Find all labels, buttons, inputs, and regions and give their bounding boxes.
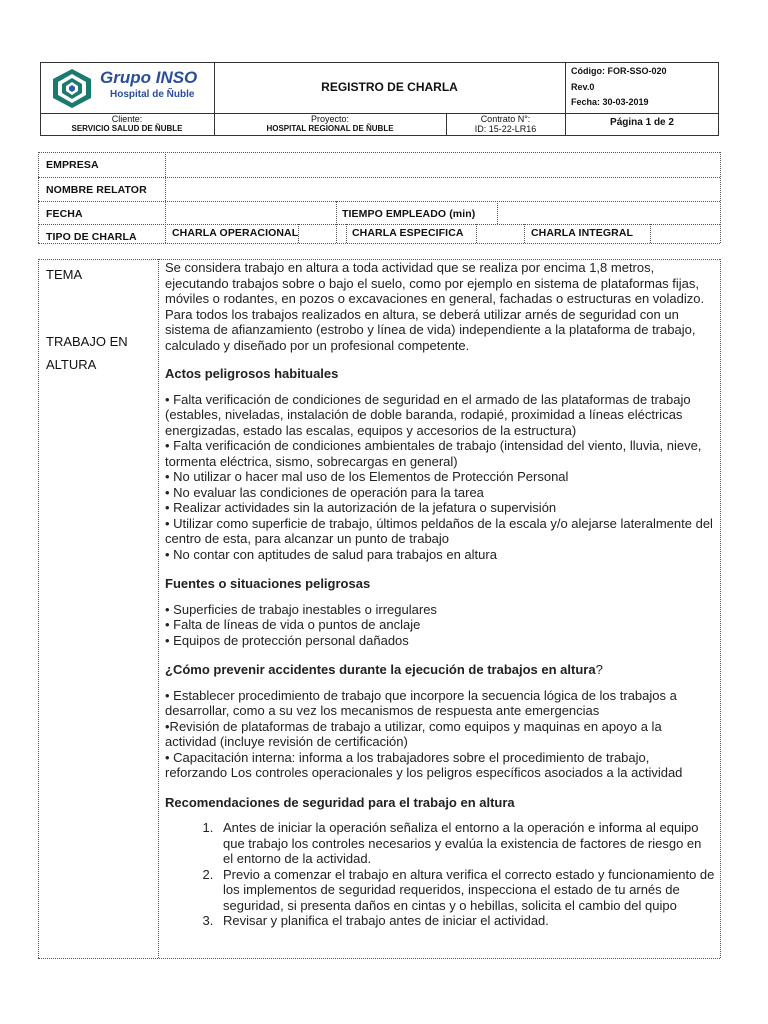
list-item: • Capacitación interna: informa a los trabajadores sobre el procedimiento de trabajo, reforzando Los controles operacionales y los peligros específicos asociados a la actividad xyxy=(165,749,683,780)
tipo-label: TIPO DE CHARLA xyxy=(46,231,137,243)
doc-code: Código: FOR-SSO-020 xyxy=(571,66,667,76)
list-item: • Falta verificación de condiciones ambientales de trabajo (intensidad del viento, lluvia, nieve, tormenta eléctrica, sismo, sobrecargas en general) xyxy=(165,438,702,469)
recommendations-list xyxy=(165,820,715,929)
intro-paragraph: Se considera trabajo en altura a toda actividad que se realiza por encima 1,8 metros, ejecutando trabajos sobre o bajo el suelo, como por ejemplo en sistema de plataformas fijas, móviles o rodantes, en pozos o excavaciones en general, fachadas o estructuras en voladizo. Para todos los trabajos realizados en altura, se deberá utilizar arnés de seguridad con un sistema de afianzamiento (estrobo y línea de vida) independiente a la plataforma de trabajo, calculado y diseñado por un profesional competente. xyxy=(165,260,705,353)
option-especifica-label: CHARLA ESPECIFICA xyxy=(352,227,464,239)
option-especifica-checkbox[interactable] xyxy=(477,225,523,242)
section-prevenir-title: ¿Cómo prevenir accidentes durante la ejecución de trabajos en altura? xyxy=(165,662,603,677)
list-item: • Equipos de protección personal dañados xyxy=(165,632,409,648)
list-item: • No evaluar las condiciones de operación para la tarea xyxy=(165,484,484,500)
list-item: • Realizar actividades sin la autorización de la jefatura o supervisión xyxy=(165,500,557,515)
option-operacional-checkbox[interactable] xyxy=(299,225,345,242)
contract-label: Contrato N°: xyxy=(480,114,531,124)
tiempo-field[interactable] xyxy=(498,202,719,223)
tema-content xyxy=(165,260,715,929)
list-item: • Falta de líneas de vida o puntos de anclaje xyxy=(165,617,421,632)
section-fuentes-title: Fuentes o situaciones peligrosas xyxy=(165,576,371,591)
relator-field[interactable] xyxy=(166,178,719,200)
section-actos-title: Actos peligrosos habituales xyxy=(165,366,339,381)
page-title: REGISTRO DE CHARLA xyxy=(321,80,458,94)
logo-brand: Grupo INSO xyxy=(100,68,198,87)
tema-label: TEMA xyxy=(46,267,83,282)
page-number: Página 1 de 2 xyxy=(610,117,674,128)
option-integral-checkbox[interactable] xyxy=(651,225,719,242)
list-item: • Superficies de trabajo inestables o irregulares xyxy=(165,601,437,617)
doc-date: Fecha: 30-03-2019 xyxy=(571,97,649,107)
doc-rev: Rev.0 xyxy=(571,82,595,92)
contract-value: ID: 15-22-LR16 xyxy=(474,124,537,134)
tiempo-label: TIEMPO EMPLEADO (min) xyxy=(342,208,476,220)
topic-line-2: ALTURA xyxy=(46,357,97,372)
list-item: • No contar con aptitudes de salud para trabajos en altura xyxy=(165,546,497,562)
list-item: • No utilizar o hacer mal uso de los Elementos de Protección Personal xyxy=(165,469,569,484)
client-value: SERVICIO SALUD DE ÑUBLE xyxy=(71,124,183,133)
section-recomendaciones-title: Recomendaciones de seguridad para el trabajo en altura xyxy=(165,794,515,810)
list-item: • Utilizar como superficie de trabajo, últimos peldaños de la escala y/o alejarse lateralmente del centro de esta, para alcanzar un punto de trabajo xyxy=(165,515,713,546)
relator-label: NOMBRE RELATOR xyxy=(46,184,147,196)
fecha-field[interactable] xyxy=(166,202,335,223)
list-item: 2. Previo a comenzar el trabajo en altura verifica el correcto estado y funcionamiento de los implementos de seguridad requeridos, inspecciona el estado de tu arnés de seguridad, si presenta daños en cintas y o hebillas, solicita el cambio del quipo xyxy=(217,867,715,914)
empresa-label: EMPRESA xyxy=(46,159,99,171)
list-item: 3. Revisar y planifica el trabajo antes de iniciar el actividad. xyxy=(217,913,715,929)
logo-subtitle: Hospital de Ñuble xyxy=(110,89,195,100)
list-item: • Establecer procedimiento de trabajo que incorpore la secuencia lógica de los trabajos a desarrollar, como a su vez los mecanismos de respuesta ante emergencias xyxy=(165,687,677,718)
hexagon-logo-icon xyxy=(50,67,94,109)
empresa-field[interactable] xyxy=(166,153,719,176)
topic-line-1: TRABAJO EN xyxy=(46,334,128,349)
client-label: Cliente: xyxy=(111,114,143,124)
fecha-label: FECHA xyxy=(46,208,83,220)
option-integral-label: CHARLA INTEGRAL xyxy=(531,227,634,239)
list-item: 1. Antes de iniciar la operación señaliza el entorno a la operación e informa al equipo que trabajo los controles necesarios y evalúa la existencia de factores de riesgo en el entorno de la actividad. xyxy=(217,820,715,867)
project-label: Proyecto: xyxy=(310,114,350,124)
option-operacional-label: CHARLA OPERACIONAL xyxy=(172,227,299,239)
project-value: HOSPITAL REGIONAL DE ÑUBLE xyxy=(266,124,394,133)
list-item: •Revisión de plataformas de trabajo a utilizar, como equipos y maquinas en apoyo a la actividad (incluye revisión de certificación) xyxy=(165,718,662,749)
logo xyxy=(50,67,210,109)
list-item: • Falta verificación de condiciones de seguridad en el armado de las plataformas de trabajo (estables, niveladas, instalación de doble baranda, rodapié, proximidad a líneas eléctricas energizadas, estado las escalas, equipos y accesorios de la estructura) xyxy=(165,391,691,438)
